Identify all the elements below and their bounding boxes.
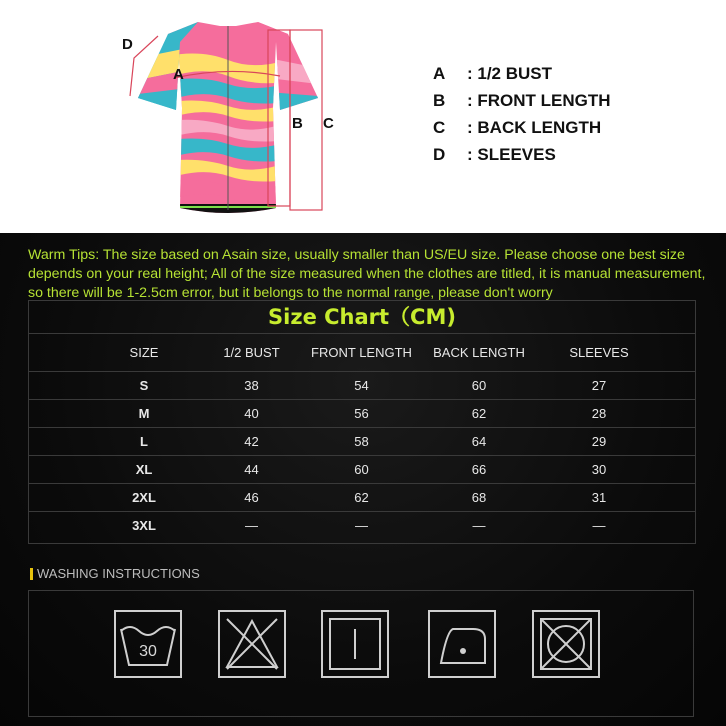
size-cell: L (140, 434, 148, 449)
legend-row (433, 145, 693, 172)
legend-letter: A (433, 64, 446, 83)
front-length-cell: 60 (354, 462, 369, 477)
table-row (29, 511, 695, 543)
sleeves-cell: 28 (591, 406, 607, 421)
no-bleach-icon (217, 609, 287, 679)
legend-text: : FRONT LENGTH (467, 91, 611, 110)
size-chart-title: Size Chart（CM) (268, 305, 456, 329)
header-cell: 1/2 BUST (223, 345, 280, 360)
label-d: D (122, 36, 133, 53)
table-row (29, 483, 695, 512)
bust-cell: 40 (244, 406, 259, 421)
front-length-cell: 62 (354, 490, 369, 505)
front-length-cell: 56 (354, 406, 369, 421)
product-diagram-panel (0, 0, 726, 233)
legend-letter: B (433, 91, 446, 110)
back-length-cell: 64 (471, 434, 487, 449)
size-cell: S (139, 378, 149, 393)
no-tumble-dry-icon (531, 609, 601, 679)
size-cell: XL (135, 462, 153, 477)
legend-letter: D (433, 145, 446, 164)
front-length-cell: 54 (354, 378, 369, 393)
bust-cell: 44 (244, 462, 259, 477)
label-c: C (323, 115, 334, 132)
legend-row (433, 64, 693, 91)
sleeves-cell: 31 (591, 490, 607, 505)
sleeves-cell: 27 (591, 378, 607, 393)
back-length-cell: — (472, 518, 486, 533)
bust-cell: 42 (244, 434, 259, 449)
measurement-legend (433, 64, 693, 172)
header-cell: SLEEVES (569, 345, 629, 360)
wash-temp-label: 30 (139, 643, 157, 660)
washing-icons-panel (28, 590, 694, 717)
sleeves-cell: 30 (591, 462, 607, 477)
back-length-cell: 62 (471, 406, 487, 421)
table-row (29, 371, 695, 400)
front-length-cell: 58 (354, 434, 369, 449)
table-row (29, 427, 695, 456)
back-length-cell: 66 (471, 462, 487, 477)
front-length-cell: — (355, 518, 368, 533)
legend-text: : BACK LENGTH (467, 118, 602, 137)
header-cell: FRONT LENGTH (311, 345, 412, 360)
header-cell: BACK LENGTH (433, 345, 525, 360)
header-cell: SIZE (129, 345, 159, 360)
bust-cell: 38 (244, 378, 259, 393)
washing-instructions-heading (30, 566, 200, 581)
back-length-cell: 60 (471, 378, 487, 393)
washing-title: WASHING INSTRUCTIONS (37, 566, 200, 581)
bust-cell: — (245, 518, 258, 533)
size-cell: 3XL (132, 518, 156, 533)
legend-letter: C (433, 118, 446, 137)
back-length-cell: 68 (471, 490, 487, 505)
iron-low-icon (427, 609, 497, 679)
legend-row (433, 91, 693, 118)
sleeves-cell: — (592, 518, 606, 533)
size-cell: 2XL (132, 490, 156, 505)
legend-text: : SLEEVES (467, 145, 556, 164)
size-cell: M (138, 406, 150, 421)
table-row (29, 399, 695, 428)
legend-text: : 1/2 BUST (467, 64, 553, 83)
bust-cell: 46 (244, 490, 259, 505)
sleeves-cell: 29 (591, 434, 607, 449)
accent-bar (30, 568, 33, 580)
table-row (29, 455, 695, 484)
label-a: A (173, 66, 184, 83)
size-chart-table (28, 300, 696, 544)
wash-30-icon (113, 609, 183, 679)
legend-row (433, 118, 693, 145)
size-info-panel (0, 233, 726, 726)
label-b: B (292, 115, 303, 132)
dry-flat-icon (320, 609, 390, 679)
table-header-row (29, 333, 695, 372)
jersey-illustration (118, 18, 338, 218)
warm-tips-text: Warm Tips: The size based on Asain size, usually smaller than US/EU size. Please choose one best size depends on your real height; All of the size measured when the clothes are titled, it is manual measurement, so there will be 1-2.5cm error, but it belongs to the normal range, please don't worry (28, 247, 706, 301)
